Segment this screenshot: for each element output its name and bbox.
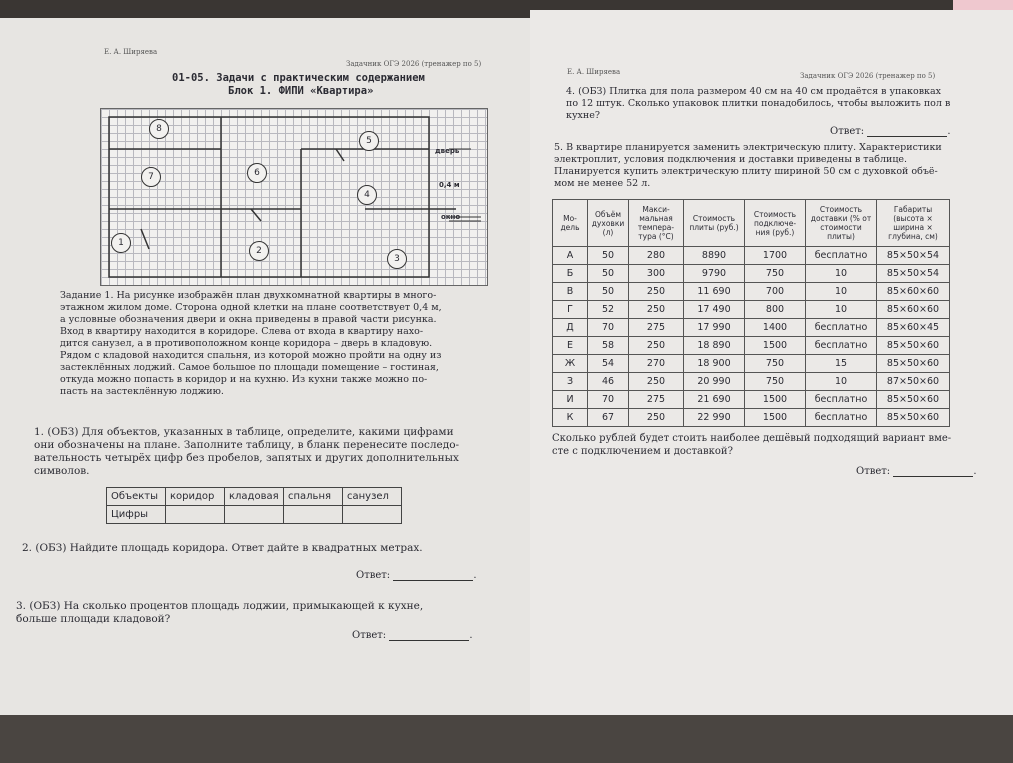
objects-digits-row: Цифры <box>107 506 402 524</box>
stove-cell: 700 <box>745 283 806 301</box>
stove-cell: Г <box>553 301 588 319</box>
task-4: 4. (ОБЗ) Плитка для пола размером 40 см на 40 см продаётся в упаковках по 12 штук. Сколько упаковок плитки понадобилось, чтобы выложить пол в кухне? <box>566 86 951 121</box>
task-5: 5. В квартире планируется заменить электрическую плиту. Характеристики электроплит, условия подключения и доставки приведены в таблице. Планируется купить электрическую плиту шириной 50 см с духовкой объё- мом не менее 52 л. <box>554 142 942 189</box>
stove-cell: 250 <box>629 409 684 427</box>
stove-row <box>553 355 950 373</box>
stove-cell: бесплатно <box>806 319 877 337</box>
plan-number-5: 5 <box>359 131 379 151</box>
objects-header-row: Объекты коридор кладовая спальня санузел <box>107 488 402 506</box>
stove-cell: 85×60×45 <box>877 319 950 337</box>
stoves-table <box>552 199 950 427</box>
plan-door-label: дверь <box>435 147 460 155</box>
objects-table <box>106 487 402 524</box>
stove-cell: 70 <box>588 319 629 337</box>
stove-row <box>553 265 950 283</box>
answer-line[interactable] <box>393 570 473 581</box>
stove-cell: Б <box>553 265 588 283</box>
stove-cell: 50 <box>588 265 629 283</box>
task-2: 2. (ОБЗ) Найдите площадь коридора. Ответ дайте в квадратных метрах. <box>22 542 423 554</box>
stove-cell: 85×50×60 <box>877 355 950 373</box>
digit-cell[interactable] <box>225 506 284 524</box>
stove-cell: 85×60×60 <box>877 283 950 301</box>
stove-cell: 1500 <box>745 409 806 427</box>
floor-plan <box>100 108 488 286</box>
stove-cell: 87×50×60 <box>877 373 950 391</box>
stove-cell: Е <box>553 337 588 355</box>
stove-cell: Ж <box>553 355 588 373</box>
stove-cell: бесплатно <box>806 337 877 355</box>
stove-cell: В <box>553 283 588 301</box>
floor-background <box>0 715 1013 763</box>
stove-cell: 275 <box>629 391 684 409</box>
stove-cell: 300 <box>629 265 684 283</box>
stove-cell: бесплатно <box>806 409 877 427</box>
stove-cell: 22 990 <box>684 409 745 427</box>
stove-cell: К <box>553 409 588 427</box>
stove-cell: 10 <box>806 301 877 319</box>
stove-cell: 52 <box>588 301 629 319</box>
stove-cell: 270 <box>629 355 684 373</box>
stove-cell: бесплатно <box>806 247 877 265</box>
stove-cell: 67 <box>588 409 629 427</box>
stoves-header-row: Мо-дель Объём духовки (л) Макси-мальная темпера-тура (°С) Стоимость плиты (руб.) Стоимость подключе-ния (руб.) Стоимость доставки (% от стоимости плиты) Габариты (высота × ширина × глубина, см) <box>553 200 950 247</box>
stove-cell: 85×50×54 <box>877 265 950 283</box>
stove-cell: 1700 <box>745 247 806 265</box>
left-author: Е. А. Ширяева <box>104 48 158 56</box>
stove-cell: 250 <box>629 301 684 319</box>
stove-cell: А <box>553 247 588 265</box>
stove-row <box>553 301 950 319</box>
plan-number-3: 3 <box>387 249 407 269</box>
stove-cell: 10 <box>806 265 877 283</box>
stove-cell: 85×50×60 <box>877 391 950 409</box>
stove-cell: 275 <box>629 319 684 337</box>
stove-cell: 280 <box>629 247 684 265</box>
stove-cell: 46 <box>588 373 629 391</box>
stove-cell: 17 990 <box>684 319 745 337</box>
plan-number-6: 6 <box>247 163 267 183</box>
plan-number-1: 1 <box>111 233 131 253</box>
stove-row <box>553 283 950 301</box>
stove-cell: 85×50×60 <box>877 337 950 355</box>
stove-cell: 11 690 <box>684 283 745 301</box>
right-author: Е. А. Ширяева <box>567 68 621 76</box>
task-1: 1. (ОБЗ) Для объектов, указанных в таблице, определите, какими цифрами они обозначены на плане. Заполните таблицу, в бланк перенесите последо- вательность четырёх цифр без пробелов, запятых и других дополнительных символов. <box>34 426 460 477</box>
stove-cell: 85×50×60 <box>877 409 950 427</box>
stove-cell: 250 <box>629 337 684 355</box>
stove-cell: И <box>553 391 588 409</box>
stove-row <box>553 319 950 337</box>
stove-cell: 9790 <box>684 265 745 283</box>
stove-cell: З <box>553 373 588 391</box>
stove-cell: 85×60×60 <box>877 301 950 319</box>
stove-cell: 58 <box>588 337 629 355</box>
stove-row <box>553 409 950 427</box>
plan-scale-label: 0,4 м <box>439 181 460 189</box>
stove-cell: 1500 <box>745 391 806 409</box>
answer-line[interactable] <box>867 126 947 137</box>
plan-number-4: 4 <box>357 185 377 205</box>
stove-cell: 750 <box>745 373 806 391</box>
stove-cell: 70 <box>588 391 629 409</box>
plan-window-label: окно <box>441 213 461 221</box>
stove-cell: 750 <box>745 265 806 283</box>
stove-cell: 54 <box>588 355 629 373</box>
right-header: Задачник ОГЭ 2026 (тренажер по 5) <box>800 72 936 80</box>
stove-cell: 21 690 <box>684 391 745 409</box>
task-3-answer: Ответ: . <box>352 630 473 641</box>
stove-cell: 20 990 <box>684 373 745 391</box>
left-subtitle: Блок 1. ФИПИ «Квартира» <box>228 85 374 97</box>
left-header: Задачник ОГЭ 2026 (тренажер по 5) <box>346 60 482 68</box>
plan-number-2: 2 <box>249 241 269 261</box>
digit-cell[interactable] <box>166 506 225 524</box>
left-title: 01-05. Задачи с практическим содержанием <box>172 72 425 84</box>
task-5-answer: Ответ: . <box>856 466 977 477</box>
digit-cell[interactable] <box>343 506 402 524</box>
task-2-answer: Ответ: . <box>356 570 477 581</box>
stove-cell: 250 <box>629 283 684 301</box>
stove-cell: 10 <box>806 373 877 391</box>
stove-row <box>553 373 950 391</box>
stove-cell: Д <box>553 319 588 337</box>
stove-cell: 15 <box>806 355 877 373</box>
answer-line[interactable] <box>389 630 469 641</box>
task-3: 3. (ОБЗ) На сколько процентов площадь лоджии, примыкающей к кухне, больше площади кладовой? <box>16 600 424 625</box>
stove-cell: 50 <box>588 247 629 265</box>
digit-cell[interactable] <box>284 506 343 524</box>
stove-cell: 250 <box>629 373 684 391</box>
stove-cell: 85×50×54 <box>877 247 950 265</box>
stove-cell: 18 890 <box>684 337 745 355</box>
stove-cell: 1500 <box>745 337 806 355</box>
stove-row <box>553 247 950 265</box>
task-4-answer: Ответ: . <box>830 126 951 137</box>
stove-cell: 750 <box>745 355 806 373</box>
answer-line[interactable] <box>893 466 973 477</box>
plan-number-7: 7 <box>141 167 161 187</box>
stove-cell: 17 490 <box>684 301 745 319</box>
task-5-question: Сколько рублей будет стоить наиболее дешёвый подходящий вариант вме- сте с подключением и доставкой? <box>552 433 952 457</box>
stove-cell: 8890 <box>684 247 745 265</box>
task-intro: Задание 1. На рисунке изображён план двухкомнатной квартиры в много- этажном жилом доме. Сторона одной клетки на плане соответствует 0,4 м, а условные обозначения двери и окна приведены в правой части рисунка. Вход в квартиру находится в коридоре. Слева от входа в квартиру нахо- дится санузел, а в противоположном конце коридора – дверь в кладовую. Рядом с кладовой находится спальня, из которой можно пройти на одну из застеклённых лоджий. Самое большое по площади помещение – гостиная, откуда можно попасть в коридор и на кухню. Из кухни также можно по- пасть на застеклённую лоджию. <box>60 290 442 397</box>
stove-cell: 10 <box>806 283 877 301</box>
stove-cell: бесплатно <box>806 391 877 409</box>
plan-number-8: 8 <box>149 119 169 139</box>
stove-cell: 1400 <box>745 319 806 337</box>
stove-row <box>553 391 950 409</box>
stove-cell: 18 900 <box>684 355 745 373</box>
stove-cell: 50 <box>588 283 629 301</box>
stove-row <box>553 337 950 355</box>
stove-cell: 800 <box>745 301 806 319</box>
